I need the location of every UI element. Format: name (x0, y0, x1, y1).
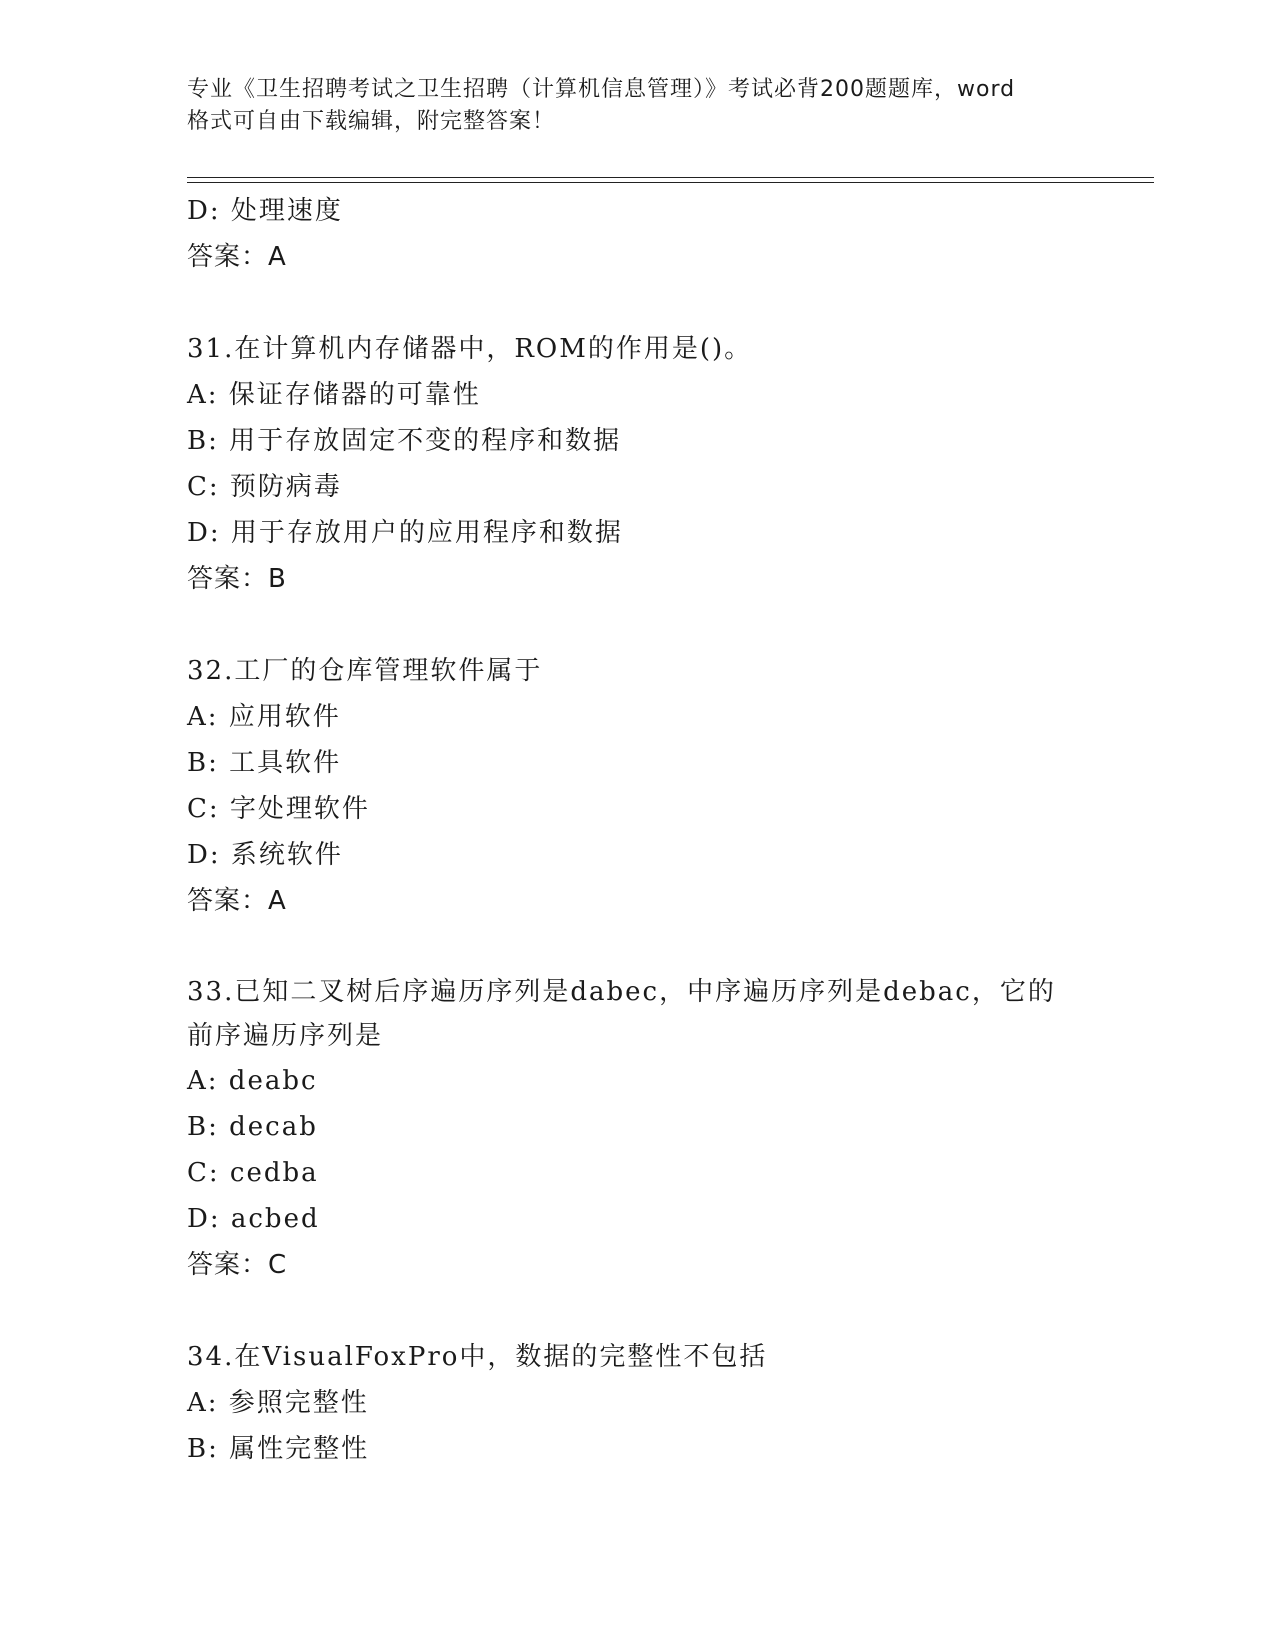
q32-option-a: A: 应用软件 (187, 702, 341, 732)
q32-answer: 答案：A (187, 886, 287, 916)
q34-option-a: A: 参照完整性 (187, 1388, 369, 1418)
q31-stem: 31.在计算机内存储器中，ROM的作用是()。 (187, 334, 753, 364)
q31-answer: 答案：B (187, 564, 287, 594)
q33-option-c: C: cedba (187, 1158, 319, 1188)
q31-option-c: C: 预防病毒 (187, 472, 342, 502)
document-header (187, 74, 1087, 138)
header-line-1: 专业《卫生招聘考试之卫生招聘（计算机信息管理）》考试必背200题题库，word (187, 77, 1016, 102)
q31-option-a: A: 保证存储器的可靠性 (187, 380, 481, 410)
question-list (187, 188, 1087, 1472)
q32-stem: 32.工厂的仓库管理软件属于 (187, 656, 543, 686)
q33-option-b: B: decab (187, 1112, 318, 1142)
q31-option-b: B: 用于存放固定不变的程序和数据 (187, 426, 622, 456)
q33-answer: 答案：C (187, 1250, 288, 1280)
q34-option-b: B: 属性完整性 (187, 1434, 370, 1464)
prev-answer: 答案：A (187, 242, 287, 272)
q34-stem: 34.在VisualFoxPro中，数据的完整性不包括 (187, 1342, 768, 1372)
header-divider (187, 177, 1154, 183)
q32-option-b: B: 工具软件 (187, 748, 342, 778)
q32-option-c: C: 字处理软件 (187, 794, 370, 824)
q33-stem-line-1: 33.已知二叉树后序遍历序列是dabec，中序遍历序列是debac，它的 (187, 977, 1056, 1007)
header-line-2: 格式可自由下载编辑，附完整答案！ (187, 109, 556, 134)
q31-option-d: D: 用于存放用户的应用程序和数据 (187, 518, 623, 548)
q32-option-d: D: 系统软件 (187, 840, 343, 870)
prev-option-d: D: 处理速度 (187, 196, 343, 226)
q33-stem-line-2: 前序遍历序列是 (187, 1021, 384, 1051)
q33-option-d: D: acbed (187, 1204, 320, 1234)
q33-option-a: A: deabc (187, 1066, 318, 1096)
